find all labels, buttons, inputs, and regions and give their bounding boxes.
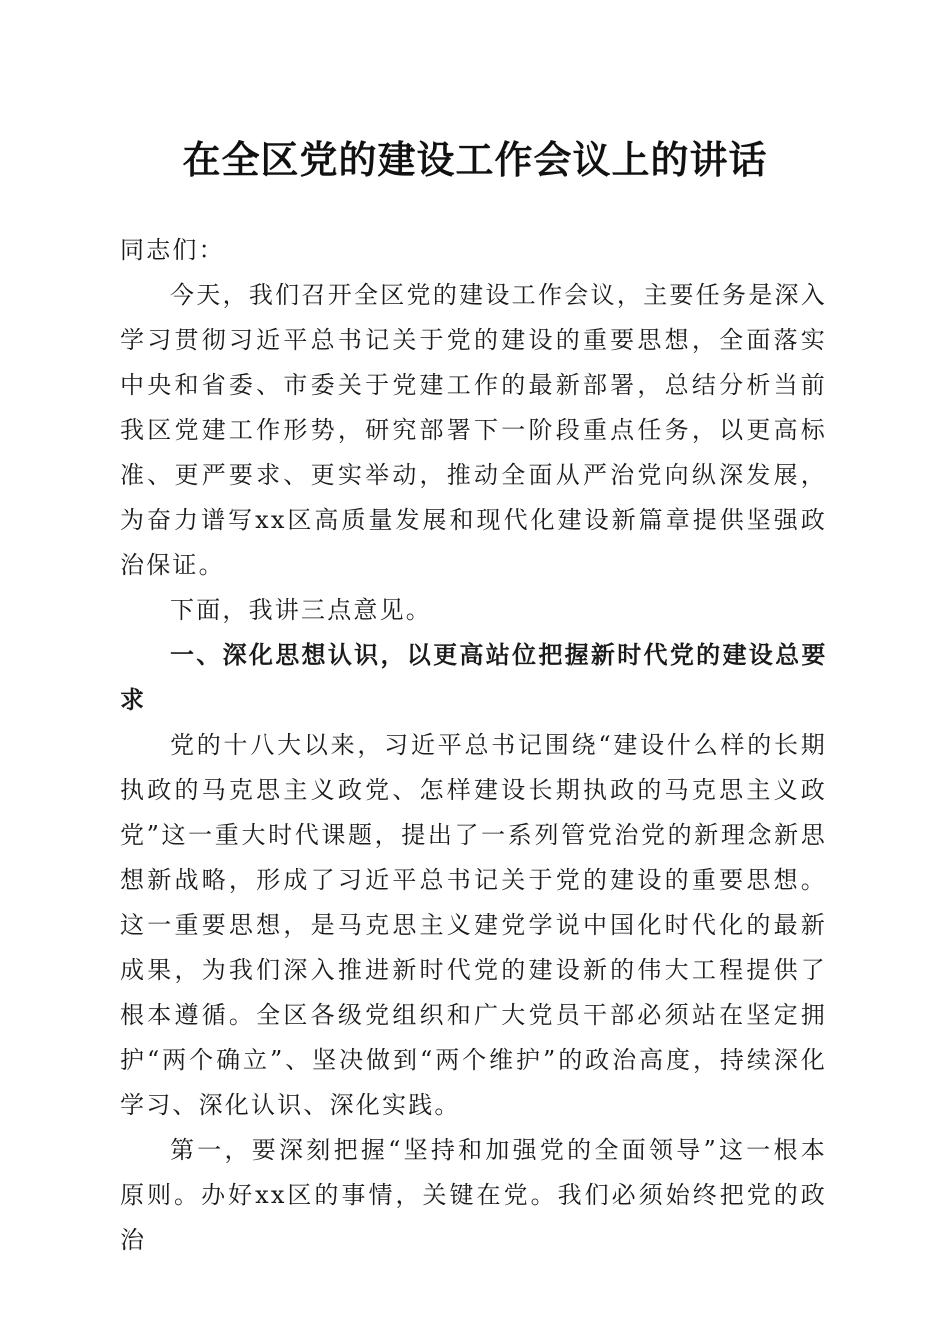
section-heading: 一、深化思想认识，以更高站位把握新时代党的建设总要求 [120, 641, 827, 714]
section-paragraph-first-point: 第一，要深刻把握“坚持和加强党的全面领导”这一根本原则。办好xx区的事情，关键在党。我们必须始终把党的政治 [120, 1136, 827, 1254]
intro-paragraph: 今天，我们召开全区党的建设工作会议，主要任务是深入学习贯彻习近平总书记关于党的建设的重要思想，全面落实中央和省委、市委关于党建工作的最新部署，总结分析当前我区党建工作形势，研究部署下一阶段重点任务，以更高标准、更严要求、更实举动，推动全面从严治党向纵深发展，为奋力谱写xx区高质量发展和现代化建设新篇章提供坚强政治保证。 [120, 281, 827, 579]
outline-paragraph: 下面，我讲三点意见。 [170, 596, 432, 624]
salutation: 同志们： [120, 236, 225, 264]
section-paragraph: 党的十八大以来，习近平总书记围绕“建设什么样的长期执政的马克思主义政党、怎样建设长期执政的马克思主义政党”这一重大时代课题，提出了一系列管党治党的新理念新思想新战略，形成了习近平总书记关于党的建设的重要思想。这一重要思想，是马克思主义建党学说中国化时代化的最新成果，为我们深入推进新时代党的建设新的伟大工程提供了根本遵循。全区各级党组织和广大党员干部必须站在坚定拥护“两个确立”、坚决做到“两个维护”的政治高度，持续深化学习、深化认识、深化实践。 [120, 731, 827, 1119]
document-title: 在全区党的建设工作会议上的讲话 [182, 137, 768, 182]
document-body [120, 228, 827, 1263]
